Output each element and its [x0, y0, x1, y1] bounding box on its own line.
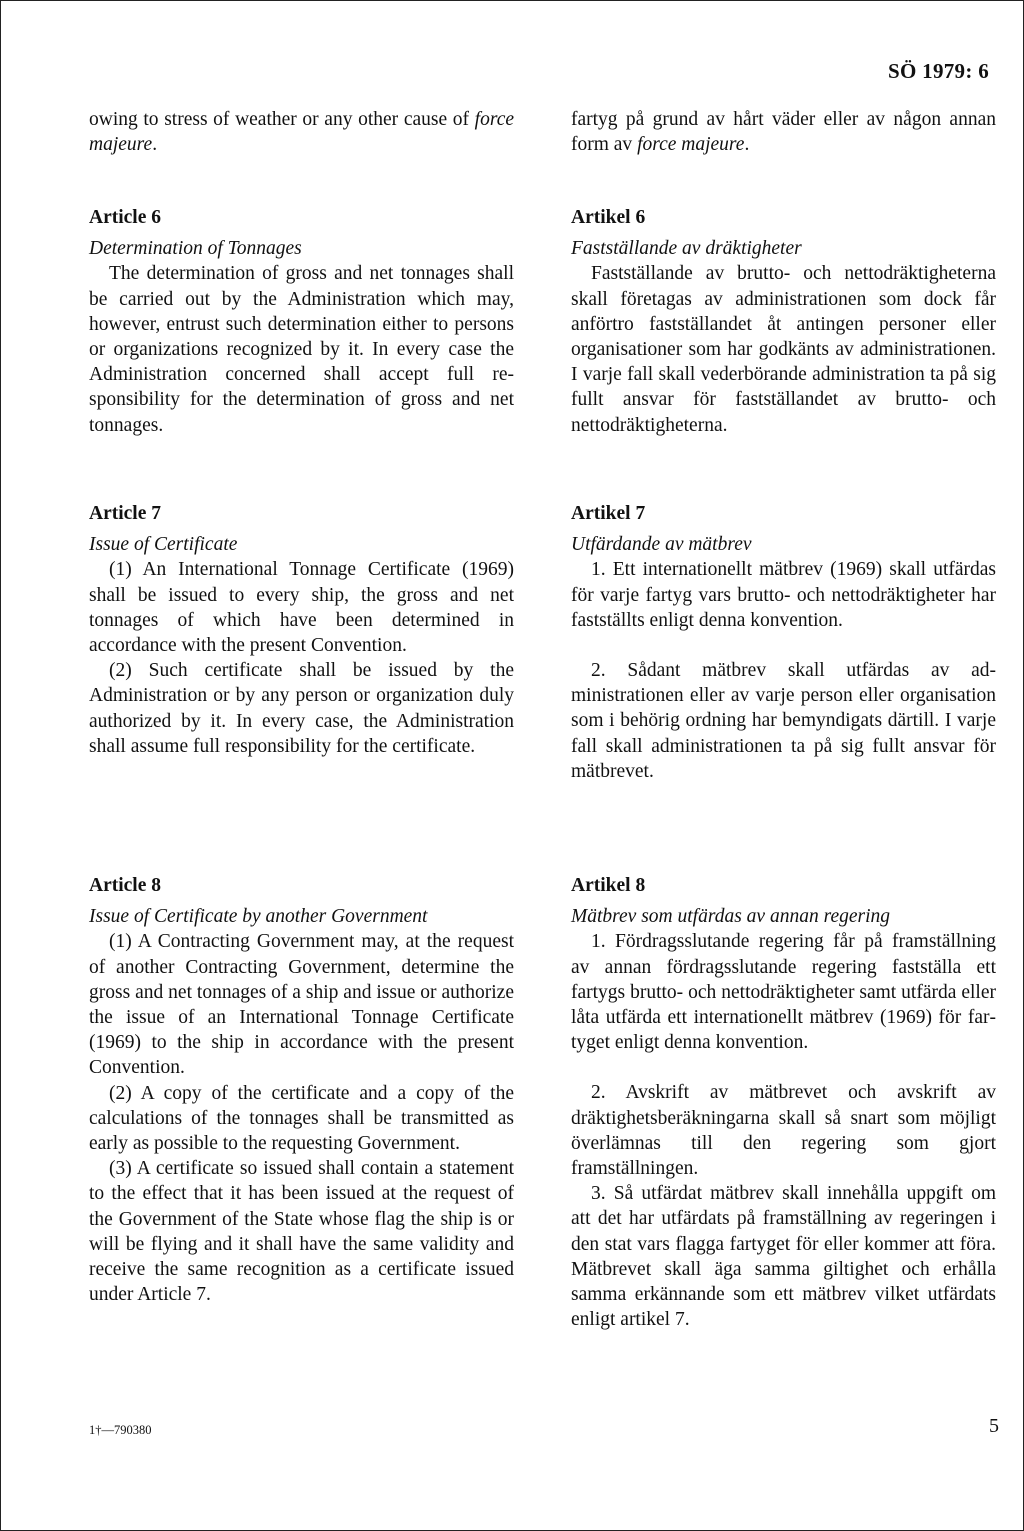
- article-paragraph: (2) Such certificate shall be issued by the Administration or by any person or organization duly authorized by it. In every case, the Administration shall assume full responsibility for the certificate.: [89, 660, 514, 757]
- article-paragraph: (2) A copy of the certificate and a copy of the calculations of the tonnages shall be transmitted as early as possible to the requesting Government.: [89, 1082, 514, 1155]
- intro-paragraph-en: [89, 107, 514, 157]
- article-subheading: Fastställande av dräktigheter: [571, 238, 802, 260]
- article-heading: Artikel 8: [571, 875, 646, 896]
- article-subheading: Utfärdande av mätbrev: [571, 534, 752, 556]
- article-paragraph: Fastställande av brutto- och nettodräktigheterna skall företagas av administrationen som dock får anförtro fastställandet åt antingen personer eller organisationer som har godkänts av administrationen. I varje fall skall vederbörande administration ta på sig fullt ansvar för fastställandet av brutto- och nettodräktigheterna.: [571, 263, 996, 436]
- intro-paragraph-sv: [571, 107, 996, 157]
- article-8-sv: [571, 873, 996, 1332]
- article-heading: Artikel 7: [571, 503, 646, 524]
- article-subheading: Mätbrev som utfärdas av annan regering: [571, 906, 891, 928]
- intro-text-sv: fartyg på grund av hårt väder eller av någon annan form av force majeure.: [571, 109, 996, 156]
- article-paragraph: (1) A Contracting Government may, at the request of another Contracting Government, determine the gross and net tonnages of a ship and issue or authorize the issue of an International Tonnage Certificate (1969) to the ship in accordance with the present Convention.: [89, 931, 514, 1079]
- article-6-en: [89, 205, 514, 438]
- article-subheading: Issue of Certificate: [89, 534, 238, 556]
- article-8-en: [89, 873, 514, 1307]
- article-heading: Article 8: [89, 875, 162, 896]
- article-paragraph: 3. Så utfärdat mätbrev skall innehålla uppgift om att det har utfärdats på framställning av regeringen i den stat vars flagga fartyget för eller kommer att föra. Mätbrevet skall äga samma giltighet och erhålla samma erkännande som ett mätbrev vilket utfärdats enligt artikel 7.: [571, 1183, 996, 1331]
- article-heading: Article 7: [89, 503, 162, 524]
- article-heading: Artikel 6: [571, 207, 646, 228]
- article-subheading: Issue of Certificate by another Government: [89, 906, 428, 928]
- article-heading: Article 6: [89, 207, 162, 228]
- article-7-en: [89, 501, 514, 759]
- page-number: 5: [989, 1415, 999, 1437]
- article-paragraph: 1. Fördragsslutande regering får på framställning av annan fördragsslutande regering fastställa ett fartygs brutto- och nettodräktigheter samt utfärda eller låta utfärda ett internationellt mätbrev (1969) för fartyget enligt denna konvention.: [571, 931, 996, 1054]
- article-paragraph: 2. Avskrift av mätbrevet och avskrift av dräktighetsberäkningarna skall så snart som möjligt överlämnas till den regering som gjort framställningen.: [571, 1082, 996, 1180]
- article-paragraph: The determination of gross and net tonnages shall be carried out by the Administration which may, however, entrust such determination either to persons or organizations recognized by it. In every case the Administration concerned shall accept full responsibility for the determination of gross and net tonnages.: [89, 263, 514, 436]
- article-paragraph: (1) An International Tonnage Certificate (1969) shall be issued to every ship, the gross and net tonnages of which have been determined in accordance with the present Convention.: [89, 559, 514, 657]
- article-subheading: Determination of Tonnages: [89, 238, 302, 260]
- print-code: 1†—790380: [89, 1423, 152, 1437]
- article-6-sv: [571, 205, 996, 438]
- intro-text-en: owing to stress of weather or any other cause of force majeure.: [89, 109, 514, 156]
- article-7-sv: [571, 501, 996, 784]
- article-paragraph: 1. Ett internationellt mätbrev (1969) skall utfärdas för varje fartyg vars brutto- och nettodräktigheter har fastställts enligt denna konvention.: [571, 559, 996, 631]
- document-reference: SÖ 1979: 6: [887, 59, 989, 83]
- article-paragraph: (3) A certificate so issued shall contain a statement to the effect that it has been issued at the request of the Government of the State whose flag the ship is or will be flying and it shall have the same validity and receive the same recognition as a certificate issued under Article 7.: [89, 1158, 514, 1306]
- article-paragraph: 2. Sådant mätbrev skall utfärdas av administrationen eller av varje person eller organisation som i behörig ordning har bemyndigats därtill. I varje fall skall administrationen ta på sig fullt ansvar för mätbrevet.: [571, 660, 996, 782]
